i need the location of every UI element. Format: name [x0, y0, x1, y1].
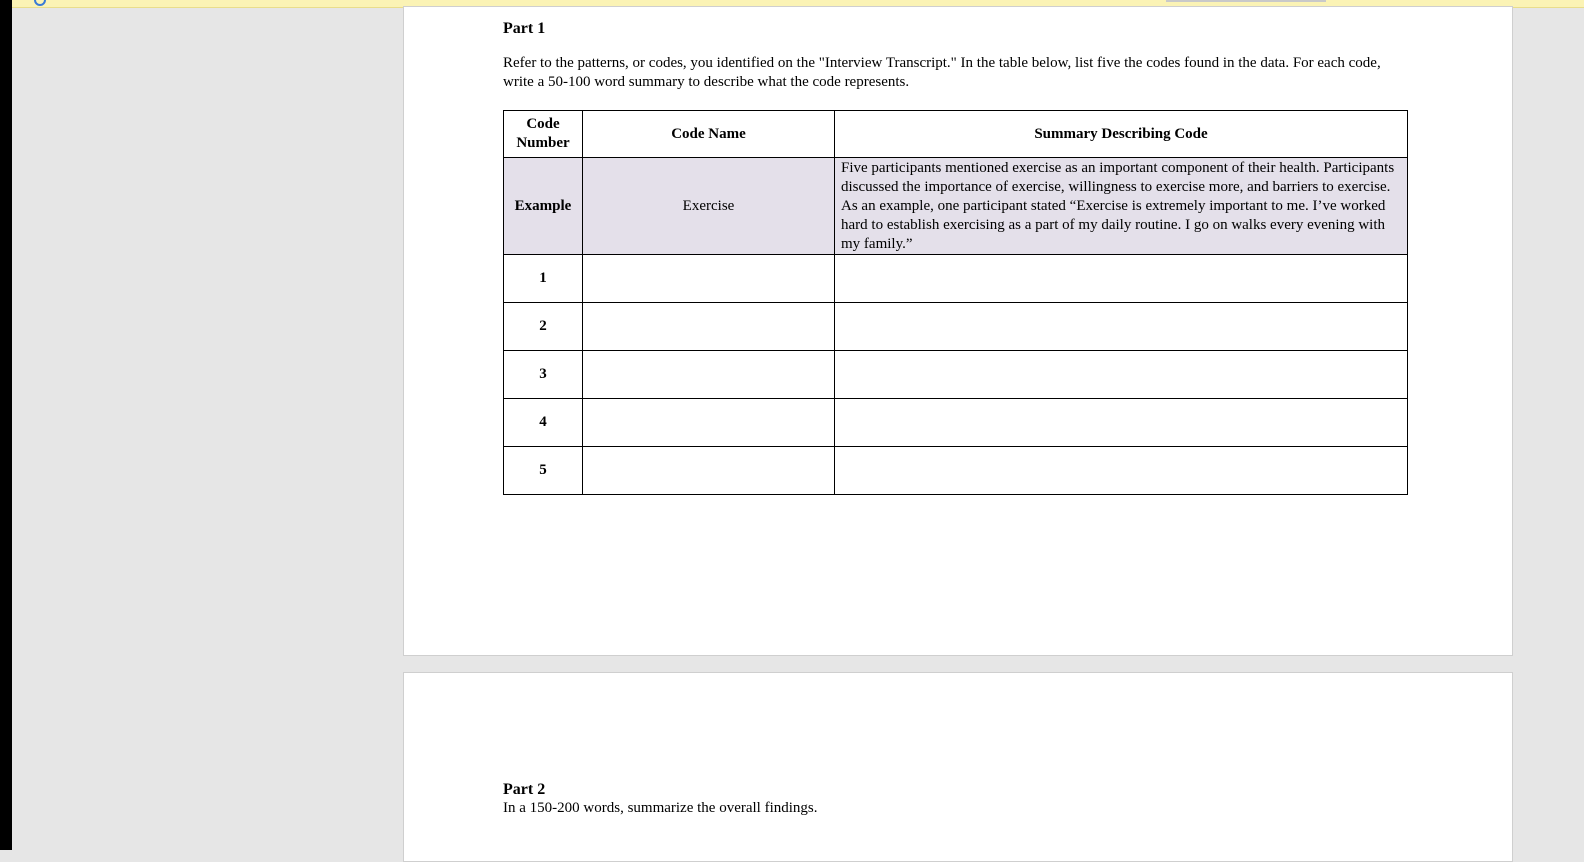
- document-page-2: [403, 672, 1513, 862]
- info-icon[interactable]: [34, 0, 46, 6]
- horizontal-scrollbar[interactable]: [1166, 0, 1326, 2]
- code-name-cell[interactable]: [583, 447, 835, 495]
- example-row: [504, 158, 1408, 255]
- code-name-cell[interactable]: [583, 255, 835, 303]
- table-row: [504, 351, 1408, 399]
- example-number: Example: [504, 158, 583, 255]
- summary-cell[interactable]: [835, 303, 1408, 351]
- part1-instructions: Refer to the patterns, or codes, you identified on the "Interview Transcript." In the table below, list five the codes found in the data. For each code, write a 50-100 word summary to describe what the code represents.: [503, 55, 1381, 90]
- summary-cell[interactable]: [835, 255, 1408, 303]
- row-number: 3: [504, 351, 583, 399]
- header-code-name: Code Name: [583, 111, 835, 158]
- part2-instructions: In a 150-200 words, summarize the overall findings.: [503, 800, 818, 816]
- row-number: 5: [504, 447, 583, 495]
- table-row: [504, 399, 1408, 447]
- table-row: [504, 447, 1408, 495]
- row-number: 2: [504, 303, 583, 351]
- part2-heading: Part 2: [503, 781, 546, 798]
- table-header-row: [504, 111, 1408, 158]
- summary-cell[interactable]: [835, 447, 1408, 495]
- row-number: 1: [504, 255, 583, 303]
- code-name-cell[interactable]: [583, 399, 835, 447]
- table-row: [504, 303, 1408, 351]
- code-name-cell[interactable]: [583, 351, 835, 399]
- header-summary: Summary Describing Code: [835, 111, 1408, 158]
- table-row: [504, 255, 1408, 303]
- codes-table: [503, 110, 1408, 495]
- summary-cell[interactable]: [835, 399, 1408, 447]
- example-code-name: Exercise: [583, 158, 835, 255]
- code-name-cell[interactable]: [583, 303, 835, 351]
- example-summary: Five participants mentioned exercise as an important component of their health. Participants discussed the importance of exercise, willingness to exercise more, and barriers to exercise. As an example, one participant stated “Exercise is extremely important to me. I’ve worked hard to establish exercising as a part of my daily routine. I go on walks every evening with my family.”: [835, 158, 1408, 255]
- header-code-number: Code Number: [504, 111, 583, 158]
- document-page-1: [403, 6, 1513, 656]
- row-number: 4: [504, 399, 583, 447]
- part1-heading: Part 1: [503, 20, 546, 37]
- summary-cell[interactable]: [835, 351, 1408, 399]
- window-left-edge: [0, 0, 12, 850]
